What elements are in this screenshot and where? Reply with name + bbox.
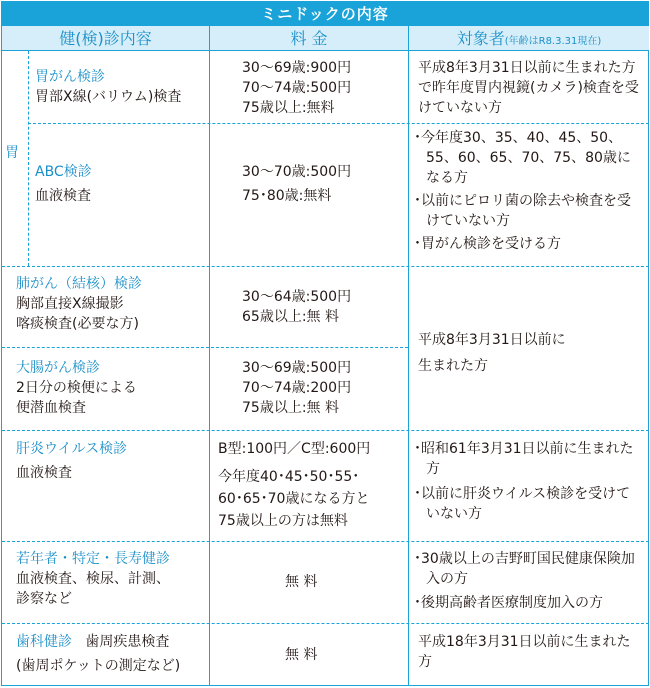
row-gastric-cancer-target [418,58,642,118]
target-item: ･後期高齢者医療制度加入の方 [414,595,603,611]
exam-name: 歯科健診 [16,634,72,650]
exam-desc: 血液検査 [16,465,72,481]
header-fee [209,26,408,51]
exam-desc: 血液検査、検尿、計測、 [16,571,170,587]
row-general-checkup-content [16,549,170,609]
fee-line: 無 料 [285,574,318,590]
divider [2,430,649,431]
row-gastric-cancer-content [35,67,181,107]
row-colon-cancer-content [16,358,137,418]
row-dental-target [418,632,642,672]
row-abc-content [35,162,92,206]
row-abc-fee [242,162,351,206]
header-content [2,26,209,51]
header-fee-label: 料 金 [290,29,328,48]
exam-desc: 喀痰検査(必要な方) [16,316,139,332]
row-lung-cancer-content [16,274,142,334]
fee-line: 30～69歳:900円 [242,60,352,76]
fee-line: 30～70歳:500円 [242,164,352,180]
fee-line: B型:100円／C型:600円 [218,441,371,457]
header-target-label: 対象者 [456,29,505,48]
row-colon-cancer-fee [242,358,351,418]
target-item: ･胃がん検診を受ける方 [414,236,561,252]
row-dental-content [16,632,180,676]
row-hepatitis-target [414,439,644,524]
divider [28,123,649,124]
target-item: ･昭和61年3月31日以前に生まれた方 [414,441,634,477]
divider [28,51,29,266]
stomach-label: 胃 [5,145,19,161]
fee-line: 30～64歳:500円 [242,289,352,305]
divider [2,623,649,624]
row-hepatitis-fee [218,439,370,531]
divider [209,51,210,685]
fee-line: 60･65･70歳になる方と [218,491,370,507]
divider [2,541,649,542]
target-item: ･30歳以上の吉野町国民健康保険加入の方 [414,551,635,587]
exam-desc: (歯周ポケットの測定など) [16,658,181,674]
exam-desc: 胸部直接X線撮影 [16,296,124,312]
row-gastric-cancer-fee [242,58,351,118]
exam-desc: 便潜血検査 [16,400,86,416]
target-line: 平成8年3月31日以前に [418,332,566,348]
table-title: ミニドックの内容 [2,2,648,26]
divider [2,266,649,267]
fee-line: 70～74歳:200円 [242,380,352,396]
exam-name-extra: 歯周疾患検査 [85,634,170,650]
exam-name: 肝炎ウイルス検診 [16,441,128,457]
target-text: 平成8年3月31日以前に生まれた方で昨年度胃内視鏡(カメラ)検査を受けていない方 [418,60,639,116]
divider [2,347,408,348]
fee-line: 今年度40･45･50･55･ [218,469,360,485]
row-lung-cancer-fee [242,287,351,327]
exam-desc: 血液検査 [35,188,91,204]
exam-name: 大腸がん検診 [16,360,100,376]
exam-name: 若年者・特定・長寿健診 [16,551,170,567]
fee-line: 70～74歳:500円 [242,80,352,96]
fee-line: 30～69歳:500円 [242,360,352,376]
exam-desc: 胃部X線(バリウム)検査 [35,89,182,105]
fee-line: 75･80歳:無料 [242,188,332,204]
fee-line: 75歳以上の方は無料 [218,513,348,529]
exam-desc: 2日分の検便による [16,380,137,396]
target-item: ･以前に肝炎ウイルス検診を受けていない方 [414,486,631,522]
target-item: ･以前にピロリ菌の除去や検査を受けていない方 [414,193,631,229]
exam-name: 胃がん検診 [35,69,105,85]
fee-line: 75歳以上:無 料 [242,400,339,416]
fee-line: 無 料 [285,647,318,663]
exam-name: 肺がん（結核）検診 [16,276,142,292]
header-content-label: 健(検)診内容 [59,29,152,48]
row-hepatitis-content [16,439,127,483]
divider [408,51,409,685]
row-dental-fee [285,645,317,665]
target-text: 平成18年3月31日以前に生まれた方 [418,634,631,670]
exam-name: ABC検診 [35,164,92,180]
fee-line: 65歳以上:無 料 [242,309,339,325]
exam-desc: 診察など [16,591,72,607]
target-item: ･今年度30、35、40、45、50、55、60、65、70、75、80歳になる方 [414,130,631,186]
target-line: 生まれた方 [418,358,488,374]
fee-line: 75歳以上:無料 [242,100,335,116]
row-abc-target [414,128,644,254]
header-target-note: (年齢はR8.3.31現在) [504,36,602,47]
row-general-checkup-target [414,549,644,613]
mini-dock-table [1,1,649,686]
header-target [408,26,649,51]
shared-target [418,330,566,376]
row-general-checkup-fee [285,572,317,592]
